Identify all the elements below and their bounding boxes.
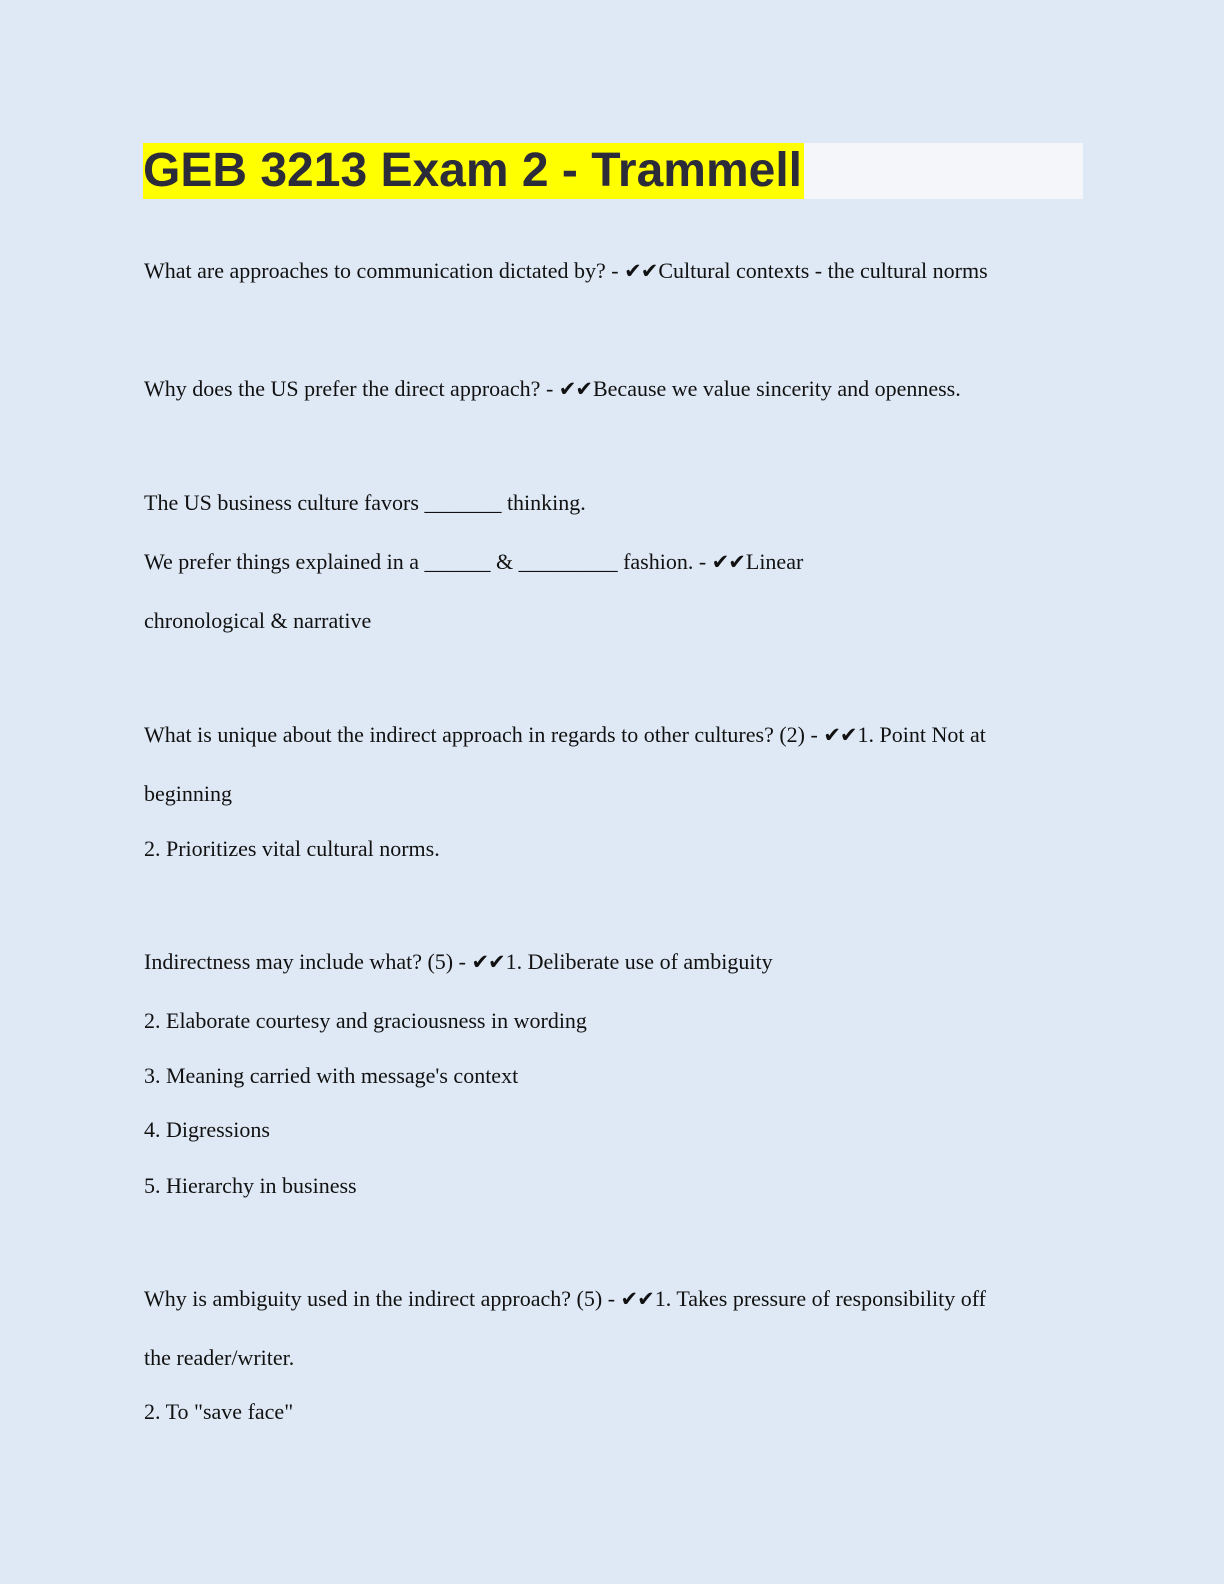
answer-line <box>144 781 232 807</box>
answer-text: chronological & narrative <box>144 608 372 633</box>
answer-text: 2. To "save face" <box>144 1399 294 1424</box>
checkmark-icon: ✔✔ <box>711 550 745 574</box>
answer-text: Because we value sincerity and openness. <box>592 376 961 401</box>
answer-text: 3. Meaning carried with message's context <box>144 1063 519 1088</box>
answer-text: 1. Takes pressure of responsibility off <box>654 1286 986 1311</box>
checkmark-icon: ✔✔ <box>558 377 592 401</box>
answer-line <box>144 608 371 634</box>
answer-line <box>144 1063 518 1089</box>
qa-line <box>144 949 773 975</box>
answer-line <box>144 1117 270 1143</box>
qa-line <box>144 1286 986 1312</box>
answer-text: Cultural contexts - the cultural norms <box>658 258 988 283</box>
checkmark-icon: ✔✔ <box>823 723 857 747</box>
title-banner <box>143 143 1083 199</box>
answer-line <box>144 1399 293 1425</box>
answer-text: 4. Digressions <box>144 1117 270 1142</box>
answer-text: 1. Deliberate use of ambiguity <box>505 949 773 974</box>
question-text: The US business culture favors _______ thinking. <box>144 490 586 515</box>
qa-line <box>144 722 986 748</box>
answer-line <box>144 1173 357 1199</box>
answer-text: beginning <box>144 781 232 806</box>
answer-line <box>144 836 440 862</box>
question-text: What are approaches to communication dictated by? - <box>144 258 625 283</box>
question-text: What is unique about the indirect approach in regards to other cultures? (2) - <box>144 722 824 747</box>
question-text: Why does the US prefer the direct approach? - <box>144 376 559 401</box>
page-title: GEB 3213 Exam 2 - Trammell <box>143 144 803 197</box>
answer-line <box>144 1008 587 1034</box>
checkmark-icon: ✔✔ <box>471 950 505 974</box>
qa-line <box>144 376 961 402</box>
question-text: Indirectness may include what? (5) - <box>144 949 472 974</box>
answer-text: the reader/writer. <box>144 1345 295 1370</box>
answer-text: Linear <box>745 549 804 574</box>
checkmark-icon: ✔✔ <box>620 1287 654 1311</box>
checkmark-icon: ✔✔ <box>624 259 658 283</box>
question-text: We prefer things explained in a ______ & _________ fashion. - <box>144 549 712 574</box>
answer-line <box>144 1345 294 1371</box>
answer-text: 5. Hierarchy in business <box>144 1173 357 1198</box>
question-text: Why is ambiguity used in the indirect approach? (5) - <box>144 1286 621 1311</box>
answer-text: 2. Prioritizes vital cultural norms. <box>144 836 440 861</box>
answer-text: 1. Point Not at <box>857 722 986 747</box>
qa-line <box>144 549 803 575</box>
answer-text: 2. Elaborate courtesy and graciousness in wording <box>144 1008 587 1033</box>
qa-line <box>144 490 586 516</box>
qa-line <box>144 258 988 284</box>
